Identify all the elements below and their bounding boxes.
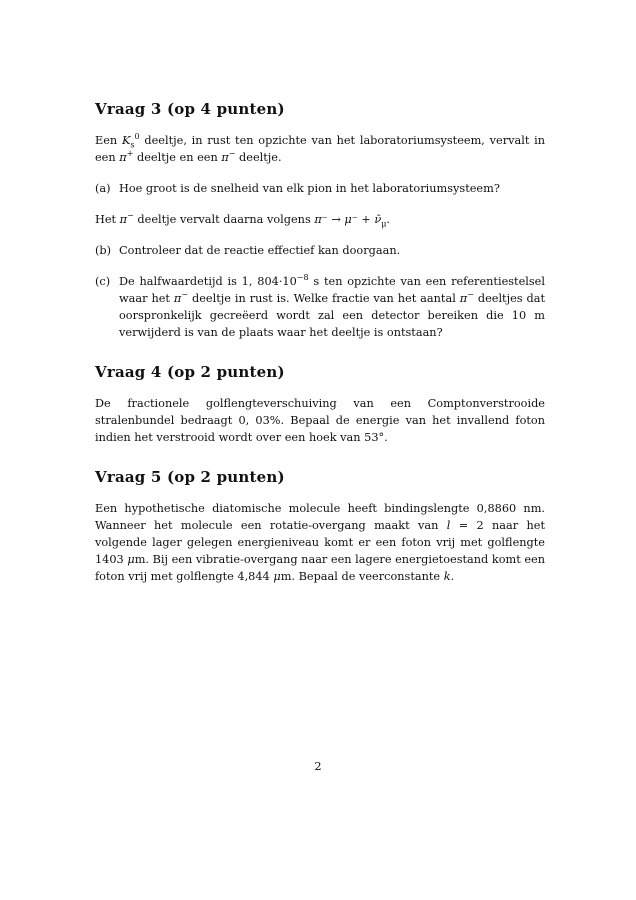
question-4-title: Vraag 4 (op 2 punten) — [95, 363, 285, 381]
q5-part-a: Een hypothetische diatomische molecule heeft bindingslengte 0,8860 nm. Wanneer het molecule een rotatie-overgang maakt van — [95, 502, 545, 532]
item-label-a: (a) — [95, 182, 111, 195]
q5-part-b: naar het volgende lager gelegen energieniveau komt er een foton vrij met golflengte 1403 — [95, 519, 546, 566]
page-number: 2 — [314, 760, 322, 773]
intro-part-c: deeltje en een — [136, 151, 218, 164]
item-text-c — [119, 273, 545, 341]
c-minus-superscript-1: − — [181, 290, 189, 300]
question-3 — [95, 100, 545, 341]
question-3-title: Vraag 3 (op 4 punten) — [95, 100, 285, 118]
question-3b — [95, 242, 545, 259]
c-pion-symbol-1: π — [173, 292, 182, 305]
item-label-c: (c) — [95, 275, 111, 288]
c-pion-symbol-2: π — [459, 292, 468, 305]
question-3c — [95, 273, 545, 341]
c-part-a: De halfwaardetijd is 1, 804·10 — [119, 275, 297, 288]
pion-minus-symbol: π — [221, 151, 229, 164]
c-exponent: −8 — [296, 273, 309, 283]
c-part-d: deeltjes dat oorspronkelijk gecreëerd wordt zal een detector bereiken die 10 m verwijderd is van de plaats waar het deeltje is ontstaan? — [119, 292, 546, 339]
minus-superscript: − — [228, 149, 236, 159]
question-4 — [95, 363, 545, 446]
item-text-a: Hoe groot is de snelheid van elk pion in het laboratoriumsysteem? — [119, 182, 500, 195]
question-5-title: Vraag 5 (op 2 punten) — [95, 468, 285, 486]
mu-symbol-2: μ — [273, 570, 281, 583]
kaon-superscript: 0 — [134, 132, 140, 142]
l-equals: = 2 — [450, 519, 484, 532]
pion-plus-symbol: π — [119, 151, 127, 164]
item-label-b: (b) — [95, 244, 112, 257]
decay-part-a: Het — [95, 213, 117, 226]
intro-part-d: deeltje. — [239, 151, 282, 164]
decay-pion-symbol: π — [119, 213, 128, 226]
question-5-text — [95, 500, 545, 585]
q5-part-d: m. Bepaal de veerconstante — [280, 570, 441, 583]
k-symbol: k — [443, 570, 451, 583]
c-minus-superscript-2: − — [467, 290, 474, 300]
c-part-c: deeltje in rust is. Welke fractie van het aantal — [192, 292, 456, 305]
decay-statement: Het π− deeltje vervalt daarna volgens $\pi^- \to \mu^- + \nū_\mu$. — [95, 211, 391, 229]
q5-part-c: m. Bij een vibratie-overgang naar een lagere energietoestand komt een foton vrij met golflengte 4,844 — [95, 553, 546, 583]
kaon-symbol: K — [121, 134, 131, 147]
kaon-subscript: s — [130, 140, 135, 150]
item-text-b: Controleer dat de reactie effectief kan doorgaan. — [119, 244, 401, 257]
page-content — [95, 100, 545, 607]
question-4-text: De fractionele golflengteverschuiving van een Comptonverstrooide stralenbundel bedraagt 0, 03%. Bepaal de energie van het invallend foton indien het verstrooid wordt over een hoek van 53°. — [95, 397, 545, 444]
intro-part-a: Een — [95, 134, 118, 147]
l-symbol: l — [446, 519, 451, 532]
question-3-intro — [95, 132, 545, 166]
mu-symbol-1: μ — [127, 553, 135, 566]
q5-period: . — [450, 570, 455, 583]
plus-superscript: + — [126, 149, 134, 159]
decay-minus-superscript: − — [127, 211, 134, 221]
decay-formula-subscript: μ — [381, 219, 387, 229]
intro-part-b: deeltje, in rust ten opzichte van het laboratoriumsysteem, vervalt in een — [95, 134, 545, 164]
c-part-b: s ten opzichte van een referentiestelsel waar het — [119, 275, 545, 305]
decay-part-b: deeltje vervalt daarna volgens — [137, 213, 311, 226]
decay-formula: π⁻ → μ⁻ + ν̄ — [314, 213, 382, 226]
question-3a — [95, 180, 545, 197]
question-5 — [95, 468, 545, 585]
